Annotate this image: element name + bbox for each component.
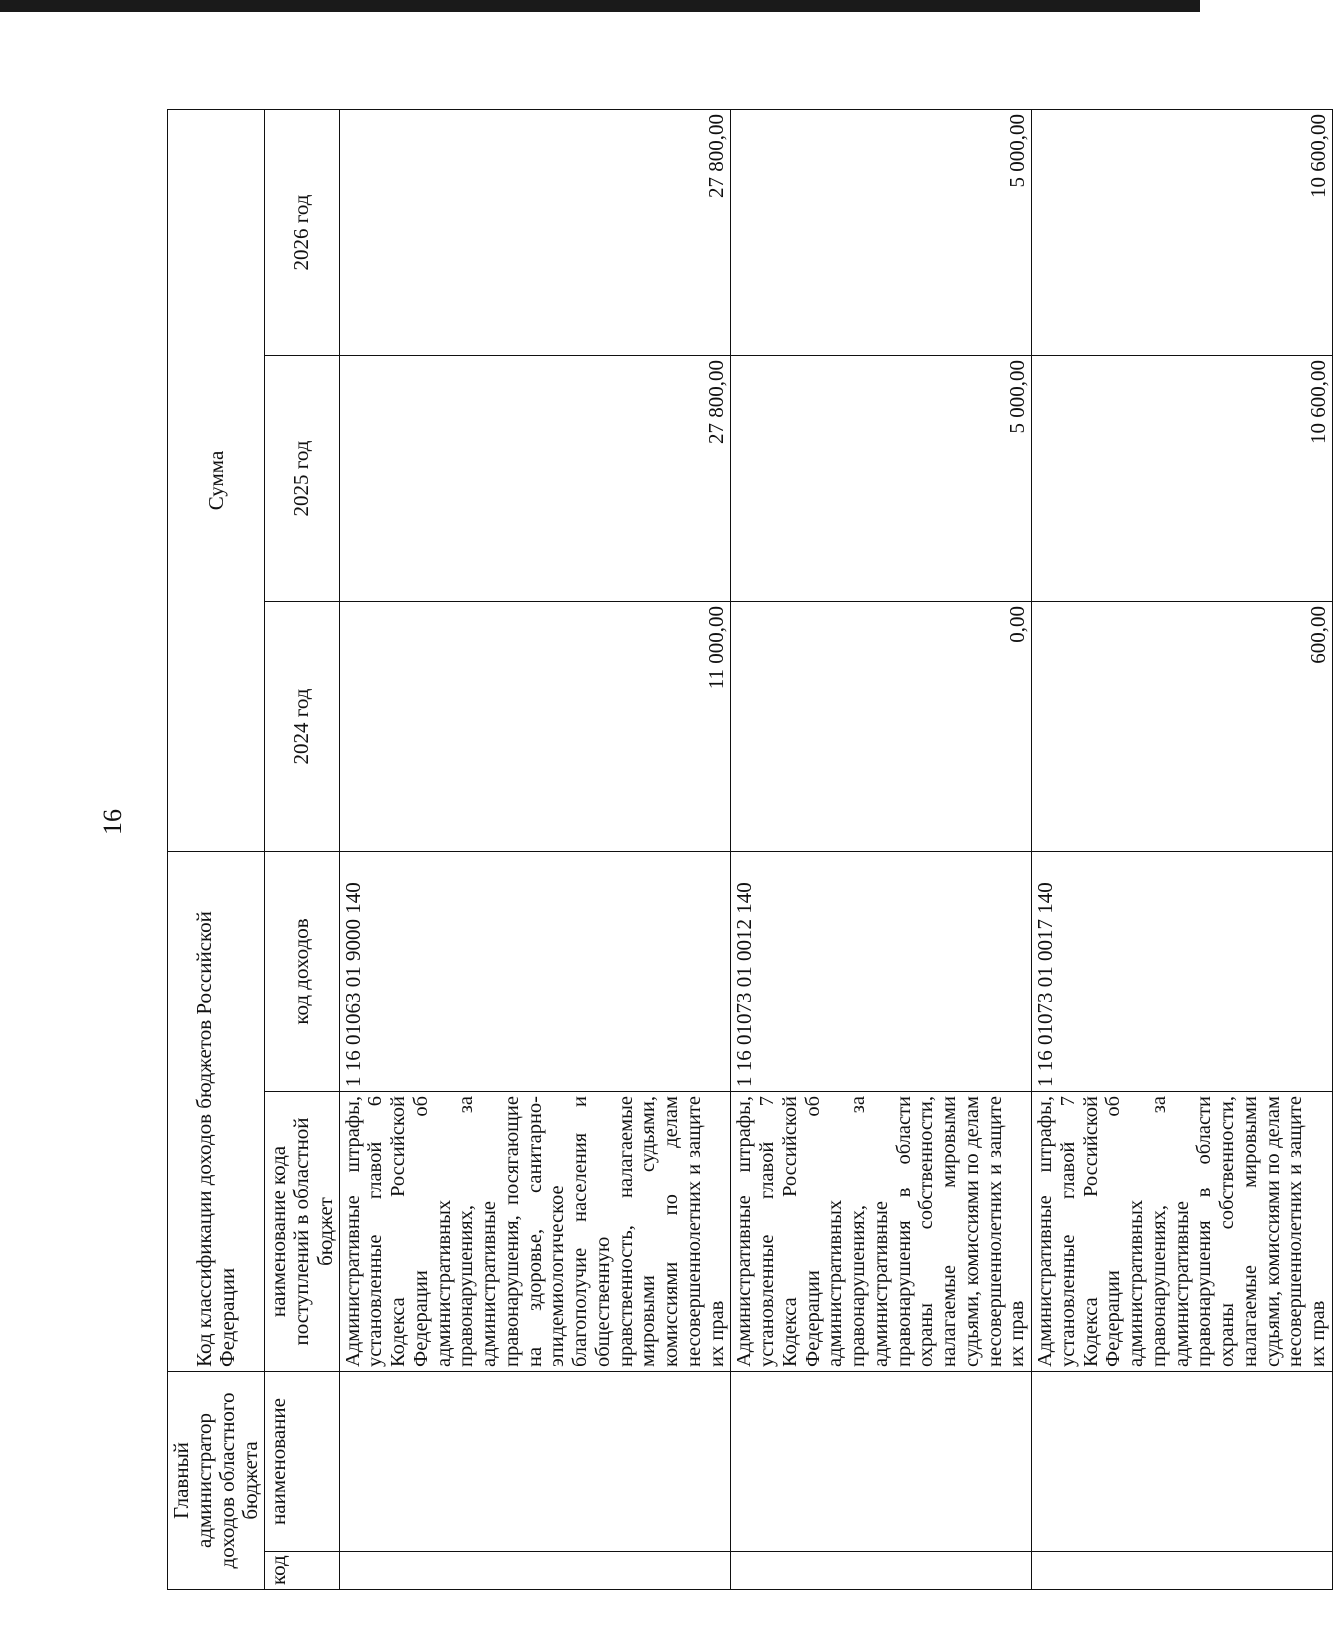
row-income-name: Административные штрафы, установленные главой 7 Кодекса Российской Федерации об административных правонарушениях, за административные правонарушения в области охраны собственности, налагаемые мировыми судьями, комиссиями по делам несовершеннолетних и защите их прав	[731, 1092, 1032, 1372]
scan-top-border	[0, 0, 1200, 12]
header-income-name: наименование кода поступлений в областной бюджет	[265, 1092, 339, 1372]
row-admin-name	[1032, 1372, 1333, 1552]
row-admin-code	[731, 1552, 1032, 1590]
header-year-2026: 2026 год	[265, 109, 339, 355]
row-income-code: 1 16 01073 01 0012 140	[731, 851, 1032, 1091]
header-sum-group: Сумма	[168, 109, 265, 851]
row-sum-2026: 10 600,00	[1032, 109, 1333, 355]
row-sum-2025: 10 600,00	[1032, 355, 1333, 601]
header-admin-group: Главный администратор доходов областного бюджета	[168, 1372, 265, 1590]
header-admin-name: наименование	[265, 1372, 339, 1552]
row-sum-2024: 0,00	[731, 601, 1032, 851]
row-sum-2025: 5 000,00	[731, 355, 1032, 601]
row-sum-2026: 5 000,00	[731, 109, 1032, 355]
row-admin-name	[339, 1372, 731, 1552]
header-year-2024: 2024 год	[265, 601, 339, 851]
row-income-code: 1 16 01063 01 9000 140	[339, 851, 731, 1091]
header-code-group: Код классификации доходов бюджетов Российской Федерации	[168, 851, 265, 1371]
row-admin-name	[731, 1372, 1032, 1552]
row-sum-2024: 11 000,00	[339, 601, 731, 851]
rotated-table-container	[167, 110, 1330, 1590]
row-admin-code	[1032, 1552, 1333, 1590]
income-table	[167, 109, 1333, 1590]
table-row	[731, 109, 1032, 1589]
header-year-2025: 2025 год	[265, 355, 339, 601]
row-income-code: 1 16 01073 01 0017 140	[1032, 851, 1333, 1091]
row-sum-2025: 27 800,00	[339, 355, 731, 601]
table-row	[1032, 109, 1333, 1589]
header-row-1	[168, 109, 265, 1589]
page-number: 16	[98, 809, 127, 835]
row-income-name: Административные штрафы, установленные главой 6 Кодекса Российской Федерации об административных правонарушениях, за административные правонарушения, посягающие на здоровье, санитарно-эпидемиологическое благополучие населения и общественную нравственность, налагаемые мировыми судьями, комиссиями по делам несовершеннолетних и защите их прав	[339, 1092, 731, 1372]
row-sum-2026: 27 800,00	[339, 109, 731, 355]
header-income-code: код доходов	[265, 851, 339, 1091]
row-sum-2024: 600,00	[1032, 601, 1333, 851]
header-admin-code: код	[265, 1552, 339, 1590]
table-row	[339, 109, 731, 1589]
row-income-name: Административные штрафы, установленные главой 7 Кодекса Российской Федерации об административных правонарушениях, за административные правонарушения в области охраны собственности, налагаемые мировыми судьями, комиссиями по делам несовершеннолетних и защите их прав	[1032, 1092, 1333, 1372]
row-admin-code	[339, 1552, 731, 1590]
header-row-2	[265, 109, 339, 1589]
